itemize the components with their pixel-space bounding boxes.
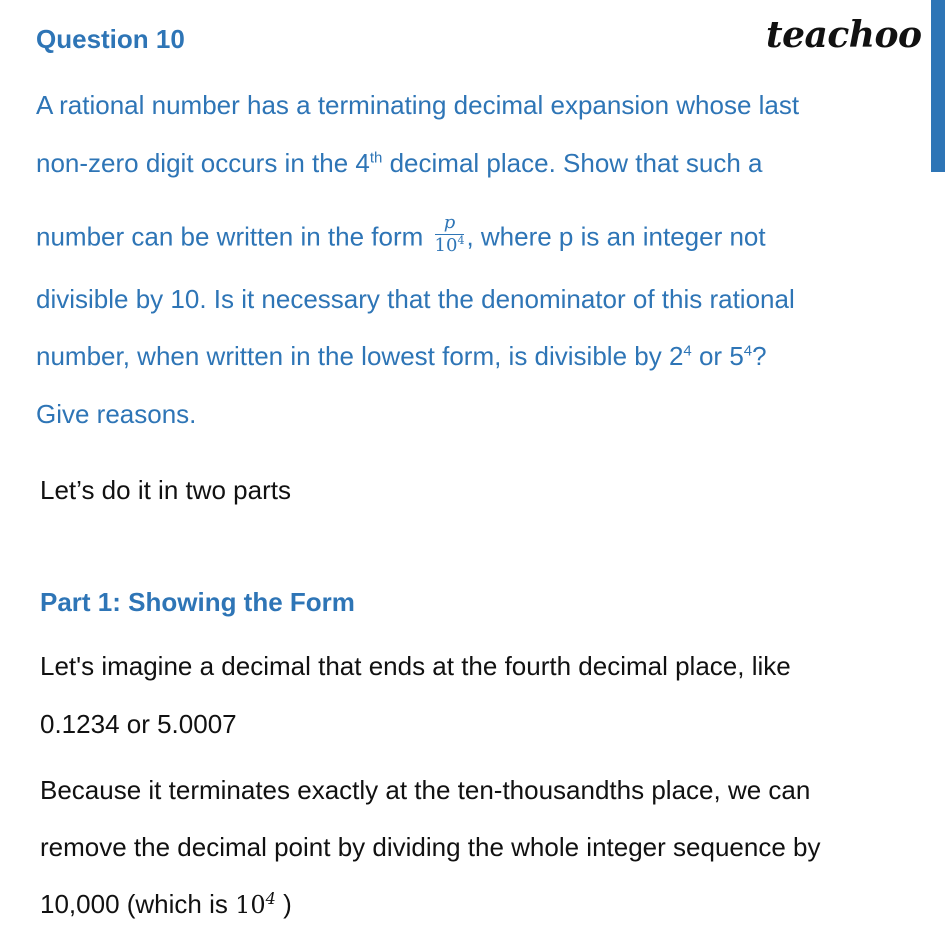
math-base: 10 xyxy=(235,891,266,919)
paragraph-2-line-2: remove the decimal point by dividing the whole integer sequence by xyxy=(40,832,821,862)
question-line-6 xyxy=(36,399,196,430)
denominator-base: 10 xyxy=(434,235,458,256)
question-line-5 xyxy=(36,341,767,372)
paragraph-2-line-1: Because it terminates exactly at the ten-thousandths place, we can xyxy=(40,775,811,805)
question-line-2 xyxy=(36,148,762,179)
question-text: decimal place. Show that such a xyxy=(382,148,763,178)
question-text: or 5 xyxy=(691,341,744,371)
question-text: divisible by 10. Is it necessary that the denominator of this rational xyxy=(36,284,795,314)
question-line-4 xyxy=(36,284,795,315)
answer-intro: Let’s do it in two parts xyxy=(40,475,291,505)
teachoo-logo: teachoo xyxy=(766,14,922,56)
paragraph-text: 10,000 (which is xyxy=(40,889,236,919)
paragraph-2-line-3 xyxy=(40,889,292,920)
math-exponent: 4 xyxy=(265,889,276,908)
math-ten-power-four xyxy=(235,891,276,919)
superscript: 4 xyxy=(683,342,692,360)
question-text: A rational number has a terminating decimal expansion whose last xyxy=(36,90,800,120)
fraction-numerator: p xyxy=(435,214,465,235)
superscript: th xyxy=(369,149,383,167)
question-title: Question 10 xyxy=(36,24,185,54)
part-1-heading: Part 1: Showing the Form xyxy=(40,587,355,617)
paragraph-1-line-1: Let's imagine a decimal that ends at the fourth decimal place, like xyxy=(40,651,791,681)
scrollbar-thumb[interactable] xyxy=(931,0,945,172)
question-line-1 xyxy=(36,90,799,121)
scrollbar-track[interactable] xyxy=(931,0,945,945)
question-text: non-zero digit occurs in the 4 xyxy=(36,148,370,178)
fraction-denominator xyxy=(435,235,465,255)
question-text: , where p is an integer not xyxy=(466,221,766,252)
question-text: number, when written in the lowest form, is divisible by 2 xyxy=(36,341,684,371)
paragraph-text: ) xyxy=(275,889,292,919)
question-line-3 xyxy=(36,212,766,259)
superscript: 4 xyxy=(743,342,753,360)
fraction-p-over-10-4 xyxy=(435,214,465,255)
question-text: ? xyxy=(752,341,767,371)
question-text: number can be written in the form xyxy=(36,221,431,252)
question-text: Give reasons. xyxy=(36,399,197,429)
paragraph-1-line-2: 0.1234 or 5.0007 xyxy=(40,709,237,739)
denominator-exponent: 4 xyxy=(457,234,465,247)
